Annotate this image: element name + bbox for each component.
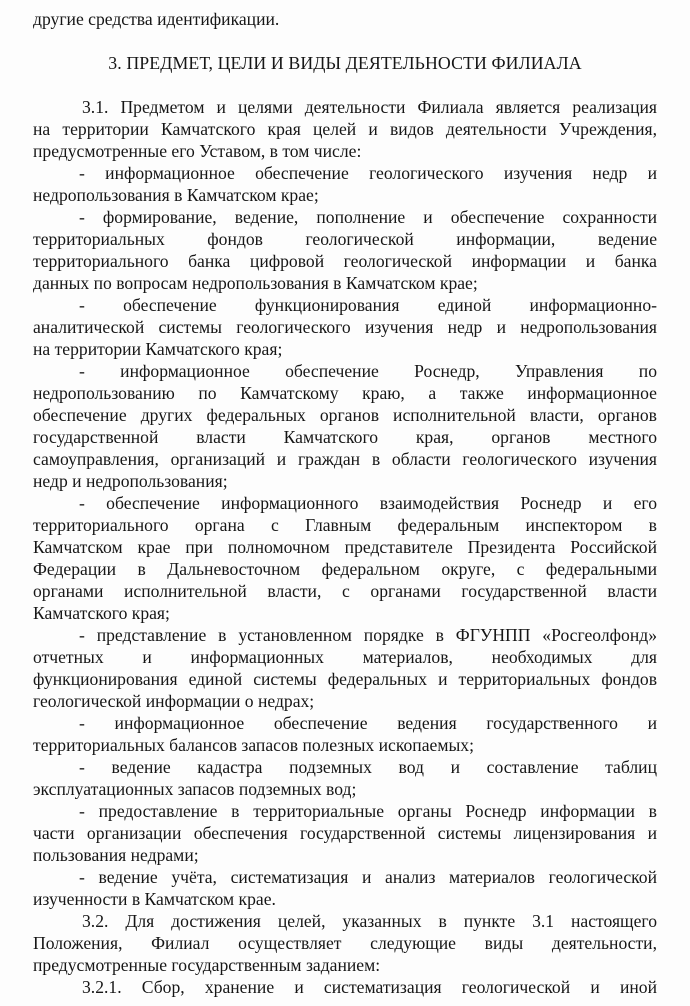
text-line: 3.2.1. Сбор, хранение и систематизация геологической и иной <box>82 977 657 997</box>
text-line: аналитической системы геологического изучения недр и недропользования <box>33 317 657 337</box>
text-line: органами исполнительной власти, с органами государственной власти <box>33 581 657 601</box>
text-line: - формирование, ведение, пополнение и обеспечение сохранности <box>79 207 657 227</box>
text-line: другие средства идентификации. <box>33 9 280 29</box>
text-line: пользования недрами; <box>33 845 199 865</box>
text-line: отчетных и информационных материалов, необходимых для <box>33 647 657 667</box>
text-line: функционирования единой системы федеральных и территориальных фондов <box>33 669 657 689</box>
blank-line <box>33 76 657 98</box>
text-line: территориальных фондов геологической информации, ведение <box>33 229 657 249</box>
text-line: недропользования в Камчатском крае; <box>33 185 319 205</box>
text-line: на территории Камчатского края; <box>33 339 283 359</box>
text-line: предусмотренные его Уставом, в том числе: <box>33 141 362 161</box>
text-line: - ведение учёта, систематизация и анализ материалов геологической <box>79 867 657 887</box>
text-line: - представление в установленном порядке в ФГУНПП «Росгеолфонд» <box>79 625 657 645</box>
text-line: 3.1. Предметом и целями деятельности Филиала является реализация <box>82 97 657 117</box>
text-line: 3.2. Для достижения целей, указанных в пункте 3.1 настоящего <box>82 911 657 931</box>
text-line: - ведение кадастра подземных вод и составление таблиц <box>79 757 657 777</box>
text-line: - информационное обеспечение геологического изучения недр и <box>79 163 657 183</box>
text-line: - информационное обеспечение Роснедр, Управления по <box>79 361 657 381</box>
text-line: самоуправления, организаций и граждан в области геологического изучения <box>33 449 657 469</box>
text-line: части организации обеспечения государственной системы лицензирования и <box>33 823 657 843</box>
text-line: предусмотренные государственным заданием: <box>33 955 381 975</box>
text-line: Камчатского края; <box>33 603 170 623</box>
text-line: государственной власти Камчатского края, органов местного <box>33 427 657 447</box>
text-line: - предоставление в территориальные органы Роснедр информации в <box>79 801 657 821</box>
text-line: данных по вопросам недропользования в Камчатском крае; <box>33 273 478 293</box>
blank-line <box>33 30 657 52</box>
text-line: территориального банка цифровой геологической информации и банка <box>33 251 657 271</box>
text-line: - информационное обеспечение ведения государственного и <box>79 713 657 733</box>
text-line: обеспечение других федеральных органов исполнительной власти, органов <box>33 405 657 425</box>
section-heading: 3. ПРЕДМЕТ, ЦЕЛИ И ВИДЫ ДЕЯТЕЛЬНОСТИ ФИЛИАЛА <box>108 53 582 73</box>
text-line: Федерации в Дальневосточном федеральном округе, с федеральными <box>33 559 657 579</box>
text-line: геологической информации о недрах; <box>33 691 315 711</box>
text-line: эксплуатационных запасов подземных вод; <box>33 779 357 799</box>
text-line: - обеспечение информационного взаимодействия Роснедр и его <box>79 493 657 513</box>
text-line: Положения, Филиал осуществляет следующие виды деятельности, <box>33 933 657 953</box>
text-line: Камчатском крае при полномочном представителе Президента Российской <box>33 537 657 557</box>
text-line: недропользованию по Камчатскому краю, а также информационное <box>33 383 657 403</box>
text-line: - обеспечение функционирования единой информационно- <box>79 295 657 315</box>
text-line: территориального органа с Главным федеральным инспектором в <box>33 515 657 535</box>
text-line: изученности в Камчатском крае. <box>33 889 276 909</box>
text-line: недр и недропользования; <box>33 471 228 491</box>
text-line: территориальных балансов запасов полезных ископаемых; <box>33 735 474 755</box>
text-line: на территории Камчатского края целей и видов деятельности Учреждения, <box>33 119 657 139</box>
